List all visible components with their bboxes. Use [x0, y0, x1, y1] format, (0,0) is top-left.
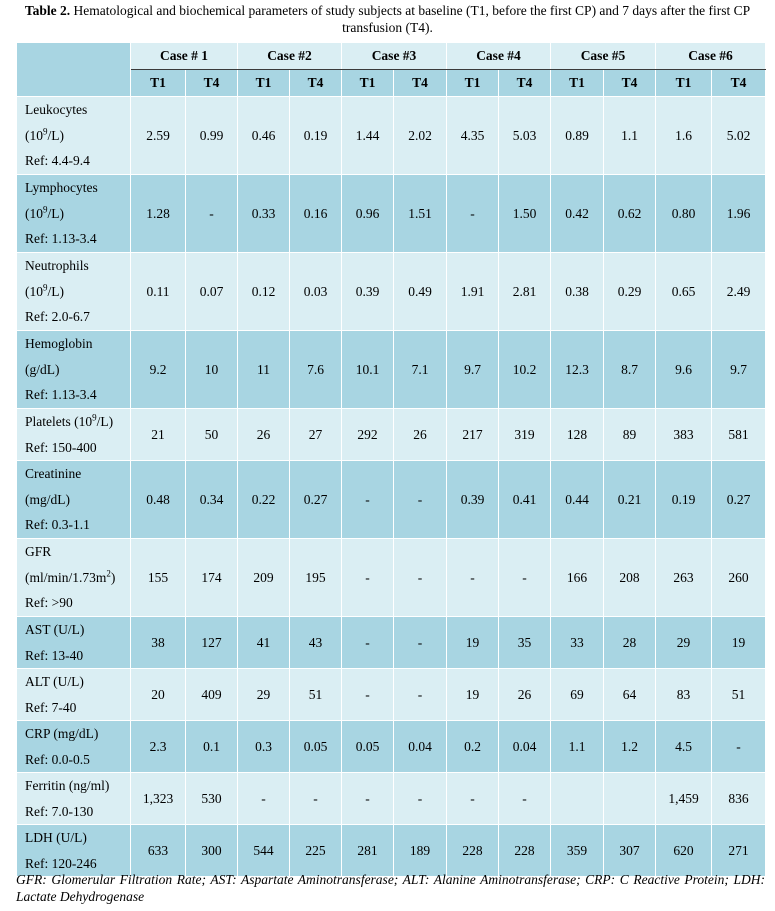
table-cell: 225 — [290, 825, 342, 877]
table-cell: 1.44 — [342, 97, 394, 175]
table-cell: 10.2 — [499, 331, 551, 409]
table-cell: 10.1 — [342, 331, 394, 409]
table-cell: 51 — [712, 669, 766, 721]
parameter-label-line: Ferritin (ng/ml) — [25, 778, 110, 793]
parameter-label-line: Ref: 4.4-9.4 — [25, 153, 90, 168]
table-cell: 189 — [394, 825, 447, 877]
table-cell: 8.7 — [604, 331, 656, 409]
corner-cell — [17, 43, 131, 97]
table-cell: 0.2 — [447, 721, 499, 773]
case-header: Case #3 — [342, 43, 447, 70]
caption-text: Hematological and biochemical parameters of study subjects at baseline (T1, before the first CP) and 7 days after the first CP transfusion (T4). — [73, 3, 751, 35]
table-cell: - — [186, 175, 238, 253]
table-cell: 155 — [131, 539, 186, 617]
table-cell: 43 — [290, 617, 342, 669]
table-row — [17, 773, 766, 825]
data-table — [16, 42, 766, 877]
table-cell: 1,323 — [131, 773, 186, 825]
table-cell: 0.27 — [290, 461, 342, 539]
table-cell: 2.02 — [394, 97, 447, 175]
parameter-label — [17, 773, 131, 825]
table-cell: - — [447, 539, 499, 617]
table-cell: 19 — [712, 617, 766, 669]
table-cell: 383 — [656, 409, 712, 461]
parameter-label-line: AST (U/L) — [25, 622, 85, 637]
table-cell: - — [290, 773, 342, 825]
timepoint-header: T4 — [712, 70, 766, 97]
table-cell: 9.2 — [131, 331, 186, 409]
table-cell: 0.89 — [551, 97, 604, 175]
table-cell: 64 — [604, 669, 656, 721]
table-cell: - — [394, 617, 447, 669]
table-cell: 1.28 — [131, 175, 186, 253]
table-cell: 9.7 — [712, 331, 766, 409]
table-cell: 228 — [499, 825, 551, 877]
case-header: Case #6 — [656, 43, 766, 70]
parameter-label-line: Platelets $(10^9/L)$ — [25, 412, 114, 429]
parameter-label — [17, 175, 131, 253]
table-cell: 5.02 — [712, 97, 766, 175]
table-cell: 89 — [604, 409, 656, 461]
table-row — [17, 331, 766, 409]
parameter-label-line: $(10^9/L)$ — [25, 204, 64, 221]
table-cell: 271 — [712, 825, 766, 877]
table-cell: 581 — [712, 409, 766, 461]
table-cell: 409 — [186, 669, 238, 721]
table-cell: 26 — [499, 669, 551, 721]
table-cell: 19 — [447, 669, 499, 721]
parameter-label-line: Ref: 13-40 — [25, 647, 84, 663]
table-cell: 26 — [238, 409, 290, 461]
table-cell: - — [342, 669, 394, 721]
table-cell: 20 — [131, 669, 186, 721]
table-cell: 0.27 — [712, 461, 766, 539]
table-cell: 166 — [551, 539, 604, 617]
table-cell: - — [394, 539, 447, 617]
table-cell: 0.49 — [394, 253, 447, 331]
table-cell: 128 — [551, 409, 604, 461]
table-cell: 292 — [342, 409, 394, 461]
table-body — [17, 97, 766, 877]
parameter-label-line: GFR — [25, 544, 52, 559]
parameter-label — [17, 617, 131, 669]
table-cell: 0.21 — [604, 461, 656, 539]
table-cell: 10 — [186, 331, 238, 409]
table-cell: 0.80 — [656, 175, 712, 253]
table-cell: 307 — [604, 825, 656, 877]
table-cell: 260 — [712, 539, 766, 617]
table-cell: 0.99 — [186, 97, 238, 175]
parameter-label-line: Neutrophils — [25, 258, 89, 273]
table-cell: 836 — [712, 773, 766, 825]
table-cell: 0.03 — [290, 253, 342, 331]
parameter-label-line: Ref: >90 — [25, 595, 73, 610]
parameter-label-line: Ref: 0.0-0.5 — [25, 751, 90, 767]
table-cell: - — [394, 773, 447, 825]
table-cell: 0.1 — [186, 721, 238, 773]
table-cell: 0.33 — [238, 175, 290, 253]
parameter-label — [17, 461, 131, 539]
table-cell: - — [394, 461, 447, 539]
table-footnote: GFR: Glomerular Filtration Rate; AST: Aspartate Aminotransferase; ALT: Alanine Aminotransferase; CRP: C Reactive Protein; LDH: Lactate Dehydrogenase — [16, 872, 765, 904]
table-cell: 1.6 — [656, 97, 712, 175]
table-cell: 0.11 — [131, 253, 186, 331]
table-cell: 0.04 — [499, 721, 551, 773]
table-cell: 228 — [447, 825, 499, 877]
parameter-label-line: ALT (U/L) — [25, 674, 84, 689]
table-cell: 0.41 — [499, 461, 551, 539]
table-cell: 0.16 — [290, 175, 342, 253]
table-cell: 0.22 — [238, 461, 290, 539]
table-cell: 544 — [238, 825, 290, 877]
table-cell: 5.03 — [499, 97, 551, 175]
table-cell: 1.1 — [551, 721, 604, 773]
parameter-label-line: (g/dL) — [25, 361, 60, 377]
table-cell: 21 — [131, 409, 186, 461]
parameter-label-line: Ref: 1.13-3.4 — [25, 387, 97, 402]
table-cell: - — [447, 175, 499, 253]
table-cell: 0.62 — [604, 175, 656, 253]
table-cell: 12.3 — [551, 331, 604, 409]
table-row — [17, 175, 766, 253]
table-cell: 83 — [656, 669, 712, 721]
table-cell: 9.6 — [656, 331, 712, 409]
table-cell: - — [712, 721, 766, 773]
table-row — [17, 97, 766, 175]
parameter-label-line: (mg/dL) — [25, 491, 70, 507]
case-header-row — [17, 43, 766, 70]
table-cell: 7.1 — [394, 331, 447, 409]
table-cell: 19 — [447, 617, 499, 669]
table-cell: 174 — [186, 539, 238, 617]
table-row — [17, 461, 766, 539]
table-cell: 0.12 — [238, 253, 290, 331]
parameter-label-line: Hemoglobin — [25, 336, 93, 351]
parameter-label-line: $(10^9/L)$ — [25, 126, 64, 143]
parameter-label-line: Ref: 150-400 — [25, 439, 97, 455]
table-cell: 27 — [290, 409, 342, 461]
table-cell: - — [499, 539, 551, 617]
table-cell: 26 — [394, 409, 447, 461]
parameter-label — [17, 721, 131, 773]
timepoint-header: T4 — [290, 70, 342, 97]
timepoint-header: T4 — [604, 70, 656, 97]
table-cell: 29 — [238, 669, 290, 721]
table-cell: 0.39 — [447, 461, 499, 539]
table-cell: 4.35 — [447, 97, 499, 175]
table-cell: 195 — [290, 539, 342, 617]
parameter-label — [17, 669, 131, 721]
table-cell: 0.65 — [656, 253, 712, 331]
table-cell: 633 — [131, 825, 186, 877]
table-cell: 319 — [499, 409, 551, 461]
table-cell: 1.1 — [604, 97, 656, 175]
parameter-label-line: $(ml/\min/1.73m^2)$ — [25, 568, 116, 585]
table-cell: 359 — [551, 825, 604, 877]
table-cell: - — [342, 773, 394, 825]
timepoint-header: T4 — [499, 70, 551, 97]
parameter-label — [17, 253, 131, 331]
table-cell: 0.38 — [551, 253, 604, 331]
parameter-label — [17, 409, 131, 461]
parameter-label-line: CRP (mg/dL) — [25, 726, 99, 741]
table-cell: 0.19 — [290, 97, 342, 175]
table-cell: 0.19 — [656, 461, 712, 539]
case-header: Case # 1 — [131, 43, 238, 70]
timepoint-header: T4 — [394, 70, 447, 97]
table-cell: 0.3 — [238, 721, 290, 773]
table-caption — [0, 2, 775, 36]
table-cell: 0.05 — [290, 721, 342, 773]
timepoint-header: T1 — [238, 70, 290, 97]
table-cell: 0.44 — [551, 461, 604, 539]
parameter-label-line: Ref: 120-246 — [25, 855, 97, 871]
table-row — [17, 539, 766, 617]
table-row — [17, 669, 766, 721]
case-header: Case #2 — [238, 43, 342, 70]
table-cell: 1.91 — [447, 253, 499, 331]
table-cell: 217 — [447, 409, 499, 461]
table-cell: 0.34 — [186, 461, 238, 539]
parameter-label-line: Creatinine — [25, 466, 82, 481]
table-cell: 2.49 — [712, 253, 766, 331]
timepoint-header: T1 — [131, 70, 186, 97]
parameter-label — [17, 331, 131, 409]
table-cell: 51 — [290, 669, 342, 721]
table-cell — [551, 773, 604, 825]
table-cell: 0.05 — [342, 721, 394, 773]
table-cell: 1.50 — [499, 175, 551, 253]
parameter-label-line: LDH (U/L) — [25, 830, 87, 845]
case-header: Case #4 — [447, 43, 551, 70]
timepoint-header: T1 — [342, 70, 394, 97]
table-row — [17, 825, 766, 877]
table-cell: 29 — [656, 617, 712, 669]
table-cell: 11 — [238, 331, 290, 409]
table-cell: 28 — [604, 617, 656, 669]
parameter-label — [17, 97, 131, 175]
table-cell: 0.07 — [186, 253, 238, 331]
table-cell: 0.29 — [604, 253, 656, 331]
table-cell: 1.96 — [712, 175, 766, 253]
table-cell: 1.51 — [394, 175, 447, 253]
table-cell: 7.6 — [290, 331, 342, 409]
parameter-label-line: $(10^9/L)$ — [25, 282, 64, 299]
parameter-label-line: Leukocytes — [25, 102, 88, 117]
table-cell: 1,459 — [656, 773, 712, 825]
table-cell: 2.59 — [131, 97, 186, 175]
table-cell: - — [499, 773, 551, 825]
timepoint-header: T4 — [186, 70, 238, 97]
table-cell: 0.39 — [342, 253, 394, 331]
table-cell: 0.96 — [342, 175, 394, 253]
timepoint-header: T1 — [551, 70, 604, 97]
table-cell: 35 — [499, 617, 551, 669]
table-cell: 281 — [342, 825, 394, 877]
table-cell: 0.46 — [238, 97, 290, 175]
table-row — [17, 409, 766, 461]
table-cell: 208 — [604, 539, 656, 617]
table-row — [17, 253, 766, 331]
table-cell: 0.04 — [394, 721, 447, 773]
table-cell: 41 — [238, 617, 290, 669]
parameter-label-line: Ref: 2.0-6.7 — [25, 309, 90, 324]
table-row — [17, 617, 766, 669]
table-cell: 300 — [186, 825, 238, 877]
table-cell: 263 — [656, 539, 712, 617]
timepoint-header: T1 — [656, 70, 712, 97]
table-cell: 2.81 — [499, 253, 551, 331]
parameter-label — [17, 539, 131, 617]
table-cell: 50 — [186, 409, 238, 461]
parameter-label-line: Ref: 7-40 — [25, 699, 77, 715]
table-cell: 69 — [551, 669, 604, 721]
table-cell: 9.7 — [447, 331, 499, 409]
table-cell: - — [447, 773, 499, 825]
table-cell: 209 — [238, 539, 290, 617]
table-cell: - — [342, 461, 394, 539]
table-cell: 0.48 — [131, 461, 186, 539]
caption-label: Table 2. — [24, 3, 71, 18]
table-cell — [604, 773, 656, 825]
table-cell: 38 — [131, 617, 186, 669]
parameter-label-line: Ref: 7.0-130 — [25, 803, 94, 819]
parameter-label — [17, 825, 131, 877]
table-cell: - — [394, 669, 447, 721]
table-cell: - — [342, 539, 394, 617]
table-cell: - — [342, 617, 394, 669]
table-cell: 4.5 — [656, 721, 712, 773]
table-cell: 0.42 — [551, 175, 604, 253]
parameter-label-line: Ref: 1.13-3.4 — [25, 231, 97, 246]
table-cell: 33 — [551, 617, 604, 669]
table-cell: 620 — [656, 825, 712, 877]
table-row — [17, 721, 766, 773]
parameter-label-line: Ref: 0.3-1.1 — [25, 517, 90, 532]
table-cell: 2.3 — [131, 721, 186, 773]
table-cell: 530 — [186, 773, 238, 825]
table-cell: 1.2 — [604, 721, 656, 773]
parameter-label-line: Lymphocytes — [25, 180, 98, 195]
table-cell: 127 — [186, 617, 238, 669]
timepoint-header: T1 — [447, 70, 499, 97]
table-cell: - — [238, 773, 290, 825]
case-header: Case #5 — [551, 43, 656, 70]
